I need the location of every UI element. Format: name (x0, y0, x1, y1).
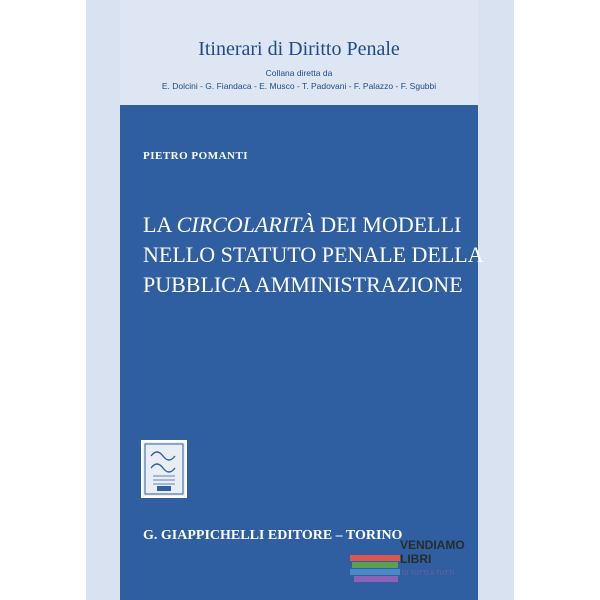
title-line-2: NELLO STATUTO PENALE DELLA (143, 242, 484, 267)
series-editors: E. Dolcini - G. Fiandaca - E. Musco - T. Padovani - F. Palazzo - F. Sgubbi (161, 81, 437, 91)
title-line-1 (143, 210, 484, 240)
logo-stripe-green (352, 562, 398, 568)
series-title: Itinerari di Diritto Penale (198, 38, 400, 60)
publisher-name: G. GIAPPICHELLI EDITORE – TORINO (143, 528, 403, 543)
title-line-1-italic: CIRCOLARITÀ (176, 212, 315, 237)
logo-stripe-red (350, 555, 400, 561)
book-title (143, 210, 484, 300)
logo-stripe-blue (350, 569, 400, 575)
publisher-logo-icon (143, 442, 185, 496)
title-line-1-prefix: LA (143, 212, 177, 237)
cover-right-stripe (478, 0, 514, 600)
author-name: PIETRO POMANTI (143, 150, 249, 162)
watermark-line-1: VENDIAMO (400, 538, 465, 552)
logo-stripe-purple (354, 576, 398, 582)
watermark-text (400, 538, 465, 566)
title-line-1-suffix: DEI MODELLI (314, 212, 462, 237)
title-line-3: PUBBLICA AMMINISTRAZIONE (143, 272, 463, 297)
watermark-line-2: LIBRI (400, 552, 432, 566)
collana-label: Collana diretta da (265, 68, 333, 78)
publisher-logo (141, 440, 187, 498)
cover-left-stripe (86, 0, 120, 600)
watermark-tagline: DI TUTTI A TUTTI (402, 570, 455, 577)
